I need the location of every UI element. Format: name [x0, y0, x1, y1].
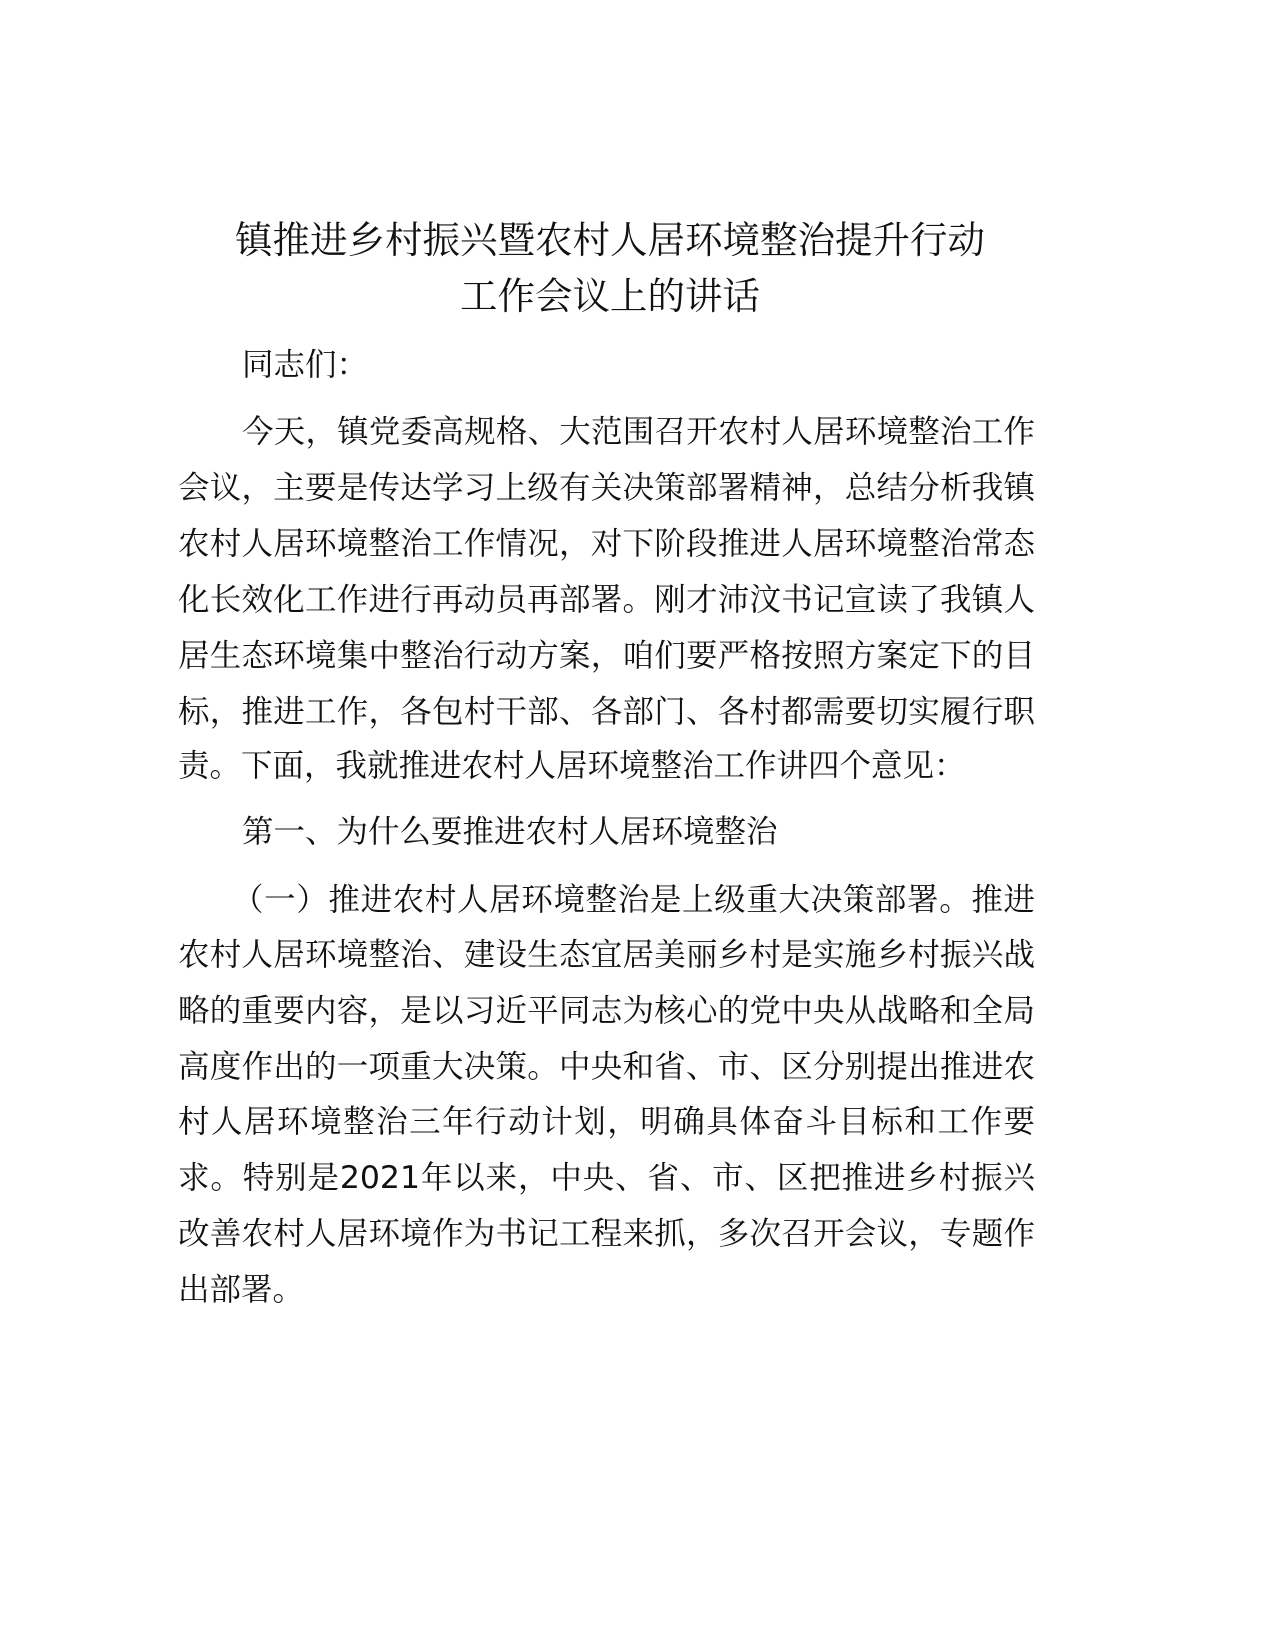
paragraph-line: 改善农村人居环境作为书记工程来抓，多次召开会议，专题作: [178, 1216, 1035, 1252]
section-heading: 第一、为什么要推进农村人居环境整治: [242, 814, 778, 850]
paragraph-line: 求。特别是2021年以来，中央、省、市、区把推进乡村振兴: [178, 1160, 1035, 1196]
paragraph-line: 高度作出的一项重大决策。中央和省、市、区分别提出推进农: [178, 1049, 1035, 1085]
paragraph-line: 责。下面，我就推进农村人居环境整治工作讲四个意见：: [178, 748, 966, 784]
paragraph-line: 农村人居环境整治工作情况，对下阶段推进人居环境整治常态: [178, 526, 1035, 562]
paragraph-line: 出部署。: [178, 1272, 305, 1308]
paragraph-line: 农村人居环境整治、建设生态宜居美丽乡村是实施乡村振兴战: [178, 937, 1035, 973]
paragraph-line: 村人居环境整治三年行动计划，明确具体奋斗目标和工作要: [178, 1104, 1035, 1140]
paragraph-line: 略的重要内容，是以习近平同志为核心的党中央从战略和全局: [178, 993, 1035, 1029]
paragraph-line: 今天，镇党委高规格、大范围召开农村人居环境整治工作: [242, 414, 1035, 450]
paragraph-line: 居生态环境集中整治行动方案，咱们要严格按照方案定下的目: [178, 638, 1035, 674]
paragraph-line: 标，推进工作，各包村干部、各部门、各村都需要切实履行职: [178, 694, 1035, 730]
document-title-line-1: 镇推进乡村振兴暨农村人居环境整治提升行动: [235, 218, 985, 262]
document-title-line-2: 工作会议上的讲话: [460, 274, 760, 318]
paragraph-line: 化长效化工作进行再动员再部署。刚才沛汶书记宣读了我镇人: [178, 582, 1035, 618]
paragraph-line: 会议，主要是传达学习上级有关决策部署精神，总结分析我镇: [178, 470, 1035, 506]
greeting: 同志们：: [242, 347, 369, 383]
paragraph-line: （一）推进农村人居环境整治是上级重大决策部署。推进: [232, 882, 1035, 918]
